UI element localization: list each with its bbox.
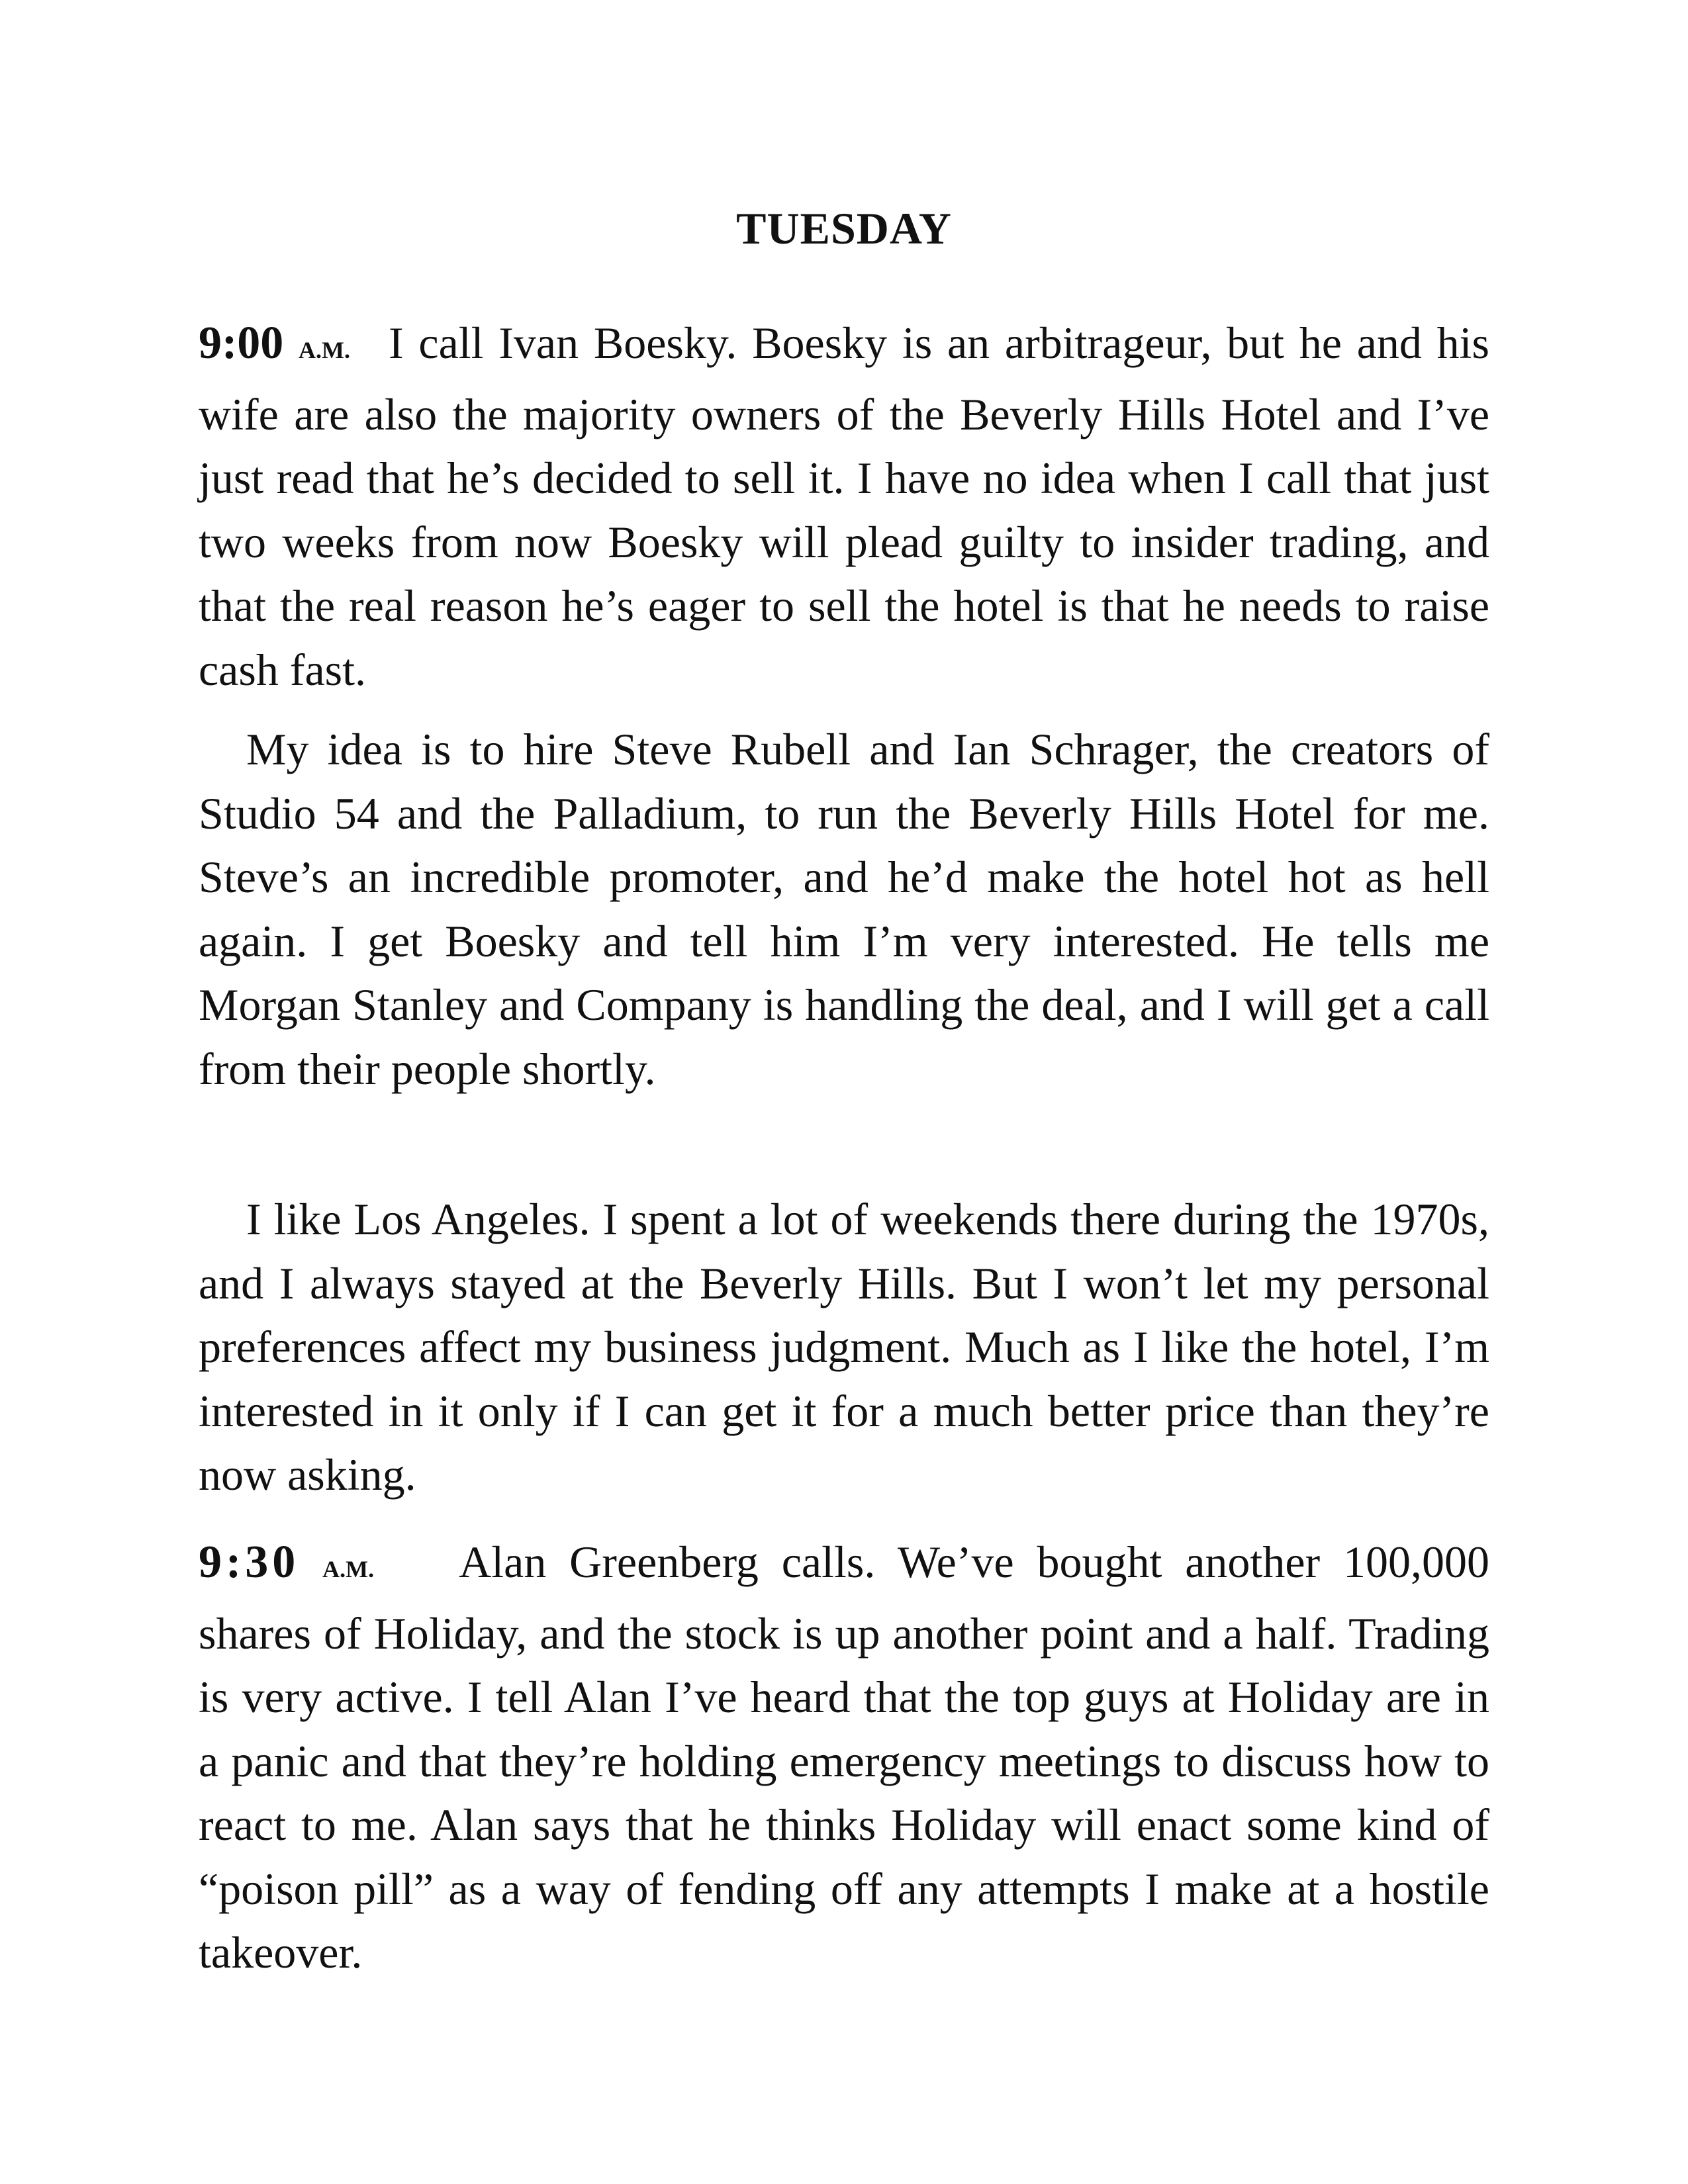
entry-paragraph-4 [199,1530,1489,1985]
entry-time: 9:00 [199,318,284,369]
entry-ampm: A.M. [322,1556,375,1582]
entry-paragraph-1 [199,311,1489,702]
entry-text: I like Los Angeles. I spent a lot of weekends there during the 1970s, and I always stayed at the Beverly Hills. But I won’t let my personal preferences affect my business judgment. Much as I like the hotel, I’m interested in it only if I can get it for a much better price than they’re now asking. [199,1194,1489,1500]
day-heading: TUESDAY [736,203,952,253]
entry-ampm: A.M. [299,337,351,363]
entry-paragraph-3 [199,1187,1489,1507]
entry-time: 9:30 [199,1537,300,1588]
entry-text: My idea is to hire Steve Rubell and Ian Schrager, the creators of Studio 54 and the Palladium, to run the Beverly Hills Hotel for me. Steve’s an incredible promoter, and he’d make the hotel hot as hell again. I get Boesky and tell him I’m very interested. He tells me Morgan Stanley and Company is handling the deal, and I will get a call from their people shortly. [199,724,1489,1094]
entry-text: Alan Greenberg calls. We’ve bought another 100,000 shares of Holiday, and the stock is up another point and a half. Trading is very active. I tell Alan I’ve heard that the top guys at Holiday are in a panic and that they’re holding emergency meetings to discuss how to react to me. Alan says that he thinks Holiday will enact some kind of “poison pill” as a way of fending off any attempts I make at a hostile takeover. [199,1537,1489,1978]
entry-text: I call Ivan Boesky. Boesky is an arbitrageur, but he and his wife are also the majority owners of the Beverly Hills Hotel and I’ve just read that he’s decided to sell it. I have no idea when I call that just two weeks from now Boesky will plead guilty to insider trading, and that the real reason he’s eager to sell the hotel is that he needs to raise cash fast. [199,318,1489,695]
entry-paragraph-2 [199,717,1489,1101]
